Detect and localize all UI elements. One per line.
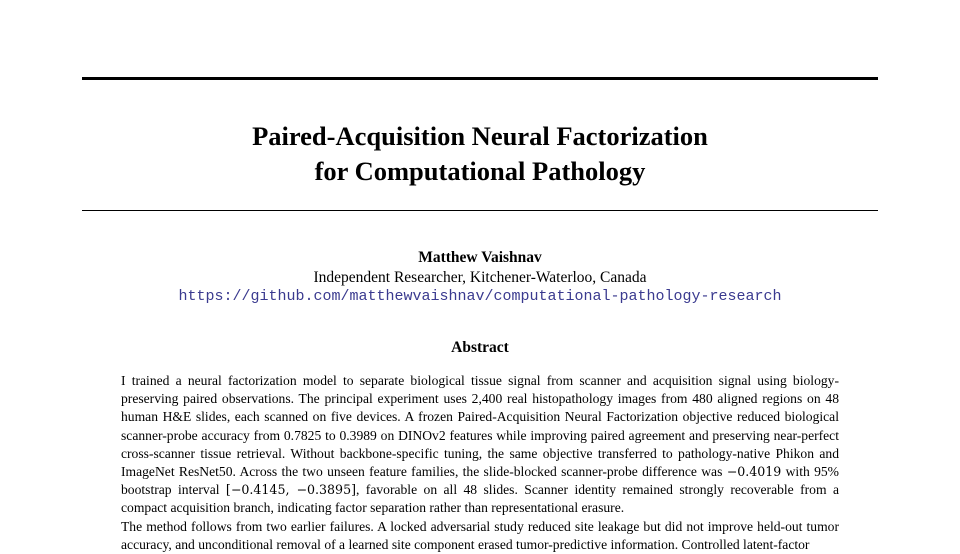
abstract-math-interval: [−0.4145, −0.3895] bbox=[225, 482, 356, 498]
abstract-text: , favorable on all 48 slides. Scanner identity remained strongly recoverable from a compact acquisition branch, indicating factor separation rather than representational erasure. bbox=[121, 482, 839, 516]
top-rule bbox=[82, 77, 878, 80]
title-rule bbox=[82, 210, 878, 211]
abstract-heading: Abstract bbox=[451, 339, 509, 356]
abstract-paragraph-1 bbox=[121, 372, 839, 518]
abstract-paragraph-2: The method follows from two earlier failures. A locked adversarial study reduced site leakage but did not improve held-out tumor accuracy, and unconditional removal of a learned site component erased tumor-predictive information. Controlled latent-factor bbox=[121, 518, 839, 552]
author-affiliation: Independent Researcher, Kitchener-Waterloo, Canada bbox=[313, 269, 647, 286]
abstract-body bbox=[121, 372, 839, 554]
title-line-1: Paired-Acquisition Neural Factorization bbox=[252, 121, 708, 151]
author-name: Matthew Vaishnav bbox=[418, 249, 542, 266]
repository-link[interactable]: https://github.com/matthewvaishnav/computational-pathology-research bbox=[178, 288, 782, 305]
abstract-text: with 95% bootstrap interval bbox=[121, 464, 839, 498]
title-line-2: for Computational Pathology bbox=[314, 156, 646, 186]
abstract-text: I trained a neural factorization model to separate biological tissue signal from scanner and acquisition signal using biology-preserving paired observations. The principal experiment uses 2,400 real histopathology images from 480 aligned regions on 48 human H&E slides, each scanned on five devices. A frozen Paired-Acquisition Neural Factorization objective reduced biological scanner-probe accuracy from 0.7825 to 0.3989 on DINOv2 features while improving paired agreement and preserving near-perfect cross-scanner tissue retrieval. Without backbone-specific tuning, the same objective transferred to pathology-native Phikon and ImageNet ResNet50. Across the two unseen feature families, the slide-blocked scanner-probe difference was bbox=[121, 373, 839, 480]
paper-title bbox=[82, 119, 878, 189]
abstract-math-difference: −0.4019 bbox=[726, 464, 782, 480]
